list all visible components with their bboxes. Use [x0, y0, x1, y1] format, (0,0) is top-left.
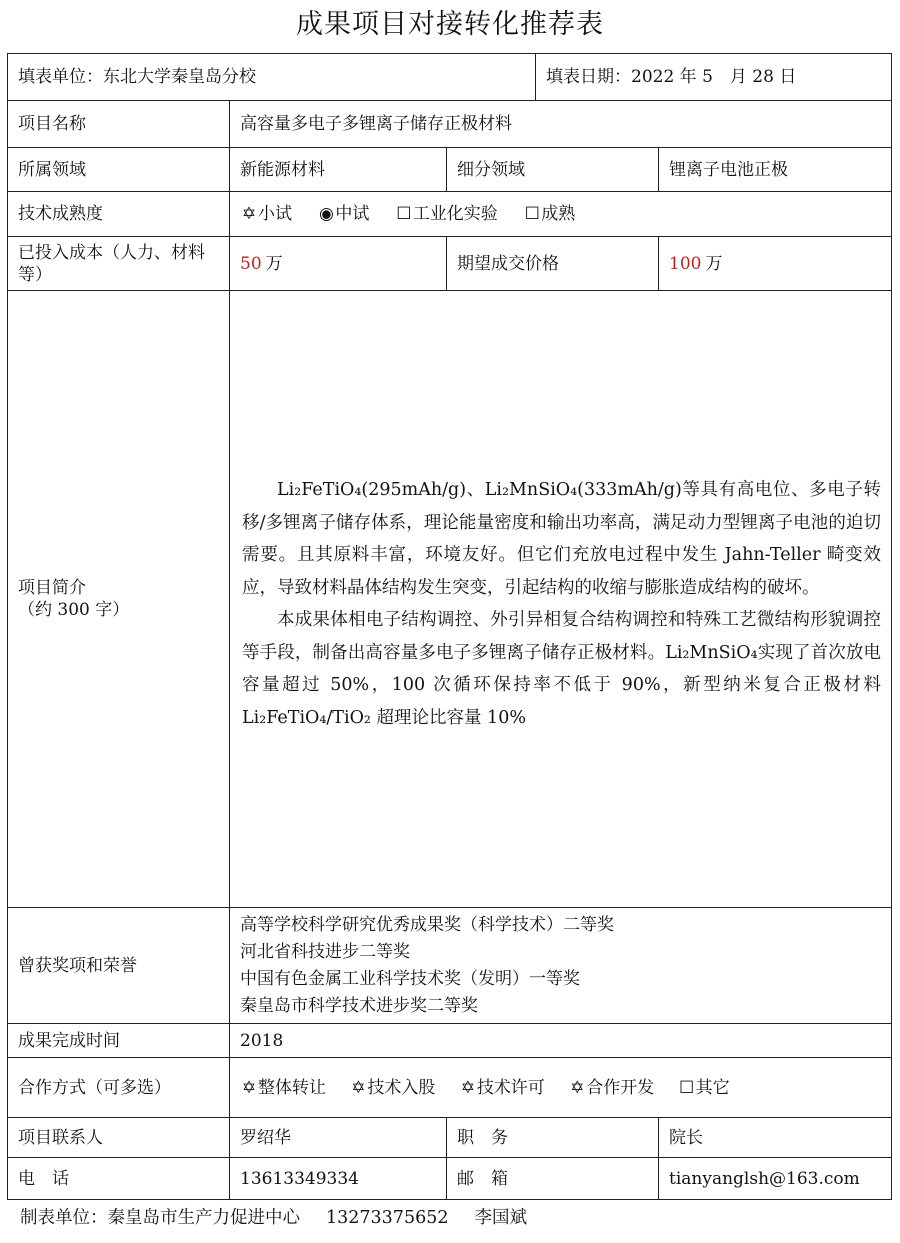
recommendation-form-table [7, 53, 892, 1200]
cooperation-option-other[interactable] [678, 1077, 730, 1099]
contact-value: 罗绍华 [230, 1118, 447, 1158]
cooperation-row [8, 1058, 892, 1118]
maturity-option-label: 成熟 [541, 204, 576, 224]
cooperation-option-label: 技术入股 [367, 1077, 436, 1098]
maturity-option-label: 工业化实验 [412, 204, 498, 224]
expected-price-value: 100 [669, 253, 702, 274]
empty-checkbox-icon: ☐ [396, 204, 412, 224]
fill-date-value: 2022 年 5 月 28 日 [631, 67, 797, 87]
fill-date-cell [536, 54, 892, 101]
star-of-david-checkbox-icon: ✡ [241, 204, 257, 224]
project-name-value: 高容量多电子多锂离子储存正极材料 [230, 101, 892, 148]
phone-value: 13613349334 [230, 1158, 447, 1200]
cooperation-label: 合作方式（可多选） [8, 1058, 230, 1118]
field-value: 新能源材料 [230, 148, 447, 192]
star-of-david-checkbox-icon: ✡ [570, 1077, 585, 1098]
maturity-option-label: 中试 [335, 204, 370, 224]
maturity-option-label: 小试 [258, 204, 292, 224]
cooperation-options [230, 1058, 892, 1118]
awards-list [230, 908, 892, 1024]
cooperation-option-label: 技术许可 [476, 1077, 545, 1098]
cooperation-option-label: 其它 [695, 1077, 730, 1098]
awards-row [8, 908, 892, 1024]
cooperation-option-license[interactable] [459, 1077, 545, 1099]
cost-unit: 万 [265, 253, 283, 274]
email-label: 邮 箱 [447, 1158, 659, 1200]
maturity-row [8, 192, 892, 237]
maker-phone: 13273375652 [326, 1208, 449, 1228]
selected-radio-icon: ◉ [318, 204, 334, 224]
empty-checkbox-icon: ☐ [679, 1077, 695, 1098]
awards-label: 曾获奖项和荣誉 [8, 908, 230, 1024]
maturity-option-pilot[interactable] [317, 203, 369, 225]
intro-row [8, 291, 892, 908]
form-title: 成果项目对接转化推荐表 [296, 9, 604, 40]
contact-row [8, 1118, 892, 1158]
maturity-label: 技术成熟度 [8, 192, 230, 237]
intro-paragraph-2: 本成果体相电子结构调控、外引异相复合结构调控和特殊工艺微结构形貌调控等手段，制备出高容量多电子多锂离子储存正极材料。Li₂MnSiO₄实现了首次放电容量超过 50%，100 次循环保持率不低于 90%，新型纳米复合正极材料 Li₂FeTiO₄/TiO₂ 超理论比容量 10% [242, 610, 882, 728]
award-item: 中国有色金属工业科学技术奖（发明）一等奖 [240, 968, 580, 989]
cooperation-option-joint-dev[interactable] [568, 1077, 654, 1099]
phone-row [8, 1158, 892, 1200]
award-item: 河北省科技进步二等奖 [240, 941, 410, 962]
cooperation-option-label: 整体转让 [258, 1077, 326, 1098]
position-label: 职 务 [447, 1118, 659, 1158]
maturity-option-small-trial[interactable] [240, 203, 292, 225]
completion-value: 2018 [230, 1024, 892, 1058]
intro-label: 项目简介 [18, 578, 86, 598]
sub-field-label: 细分领域 [447, 148, 659, 192]
fill-unit-label: 填表单位： [18, 67, 103, 87]
fill-date-label: 填表日期： [546, 67, 631, 87]
intro-sub-label: （约 300 字） [18, 600, 130, 620]
footer [20, 1204, 553, 1232]
field-row [8, 148, 892, 192]
expected-price-label: 期望成交价格 [447, 237, 659, 291]
phone-label: 电 话 [8, 1158, 230, 1200]
cost-label: 已投入成本（人力、材料等） [8, 237, 230, 291]
cooperation-option-transfer[interactable] [240, 1077, 326, 1099]
star-of-david-checkbox-icon: ✡ [241, 1077, 257, 1098]
header-row [8, 54, 892, 101]
cooperation-option-label: 合作开发 [586, 1077, 655, 1098]
completion-label: 成果完成时间 [8, 1024, 230, 1058]
expected-price-cell [659, 237, 892, 291]
maturity-options [230, 192, 892, 237]
fill-unit-value: 东北大学秦皇岛分校 [103, 67, 256, 87]
maker-label: 制表单位： [20, 1208, 108, 1228]
maturity-option-mature[interactable] [523, 203, 575, 225]
maturity-option-industrial[interactable] [395, 203, 498, 225]
cooperation-option-equity[interactable] [349, 1077, 435, 1099]
star-of-david-checkbox-icon: ✡ [460, 1077, 475, 1098]
cost-value: 50 [240, 253, 262, 274]
intro-label-cell [8, 291, 230, 908]
expected-price-unit: 万 [705, 253, 723, 274]
field-label: 所属领域 [8, 148, 230, 192]
contact-label: 项目联系人 [8, 1118, 230, 1158]
maker-person: 李国斌 [474, 1208, 527, 1228]
cost-row [8, 237, 892, 291]
fill-unit-cell [8, 54, 536, 101]
project-name-row [8, 101, 892, 148]
maker-value: 秦皇岛市生产力促进中心 [107, 1208, 300, 1228]
cost-value-cell [230, 237, 447, 291]
empty-checkbox-icon: ☐ [524, 204, 540, 224]
completion-row [8, 1024, 892, 1058]
position-value: 院长 [659, 1118, 892, 1158]
email-value: tianyanglsh@163.com [659, 1158, 892, 1200]
intro-paragraph-1: Li₂FeTiO₄(295mAh/g)、Li₂MnSiO₄(333mAh/g)等具有高电位、多电子转移/多锂离子储存体系，理论能量密度和输出功率高，满足动力型锂离子电池的迫切需要。且其原料丰富，环境友好。但它们充放电过程中发生 Jahn-Teller 畸变效应，导致材料晶体结构发生突变，引起结构的收缩与膨胀造成结构的破坏。 [242, 480, 882, 598]
sub-field-value: 锂离子电池正极 [659, 148, 892, 192]
award-item: 高等学校科学研究优秀成果奖（科学技术）二等奖 [240, 914, 614, 935]
star-of-david-checkbox-icon: ✡ [351, 1077, 366, 1098]
intro-text-cell [230, 291, 892, 908]
project-name-label: 项目名称 [8, 101, 230, 148]
award-item: 秦皇岛市科学技术进步奖二等奖 [240, 995, 478, 1016]
